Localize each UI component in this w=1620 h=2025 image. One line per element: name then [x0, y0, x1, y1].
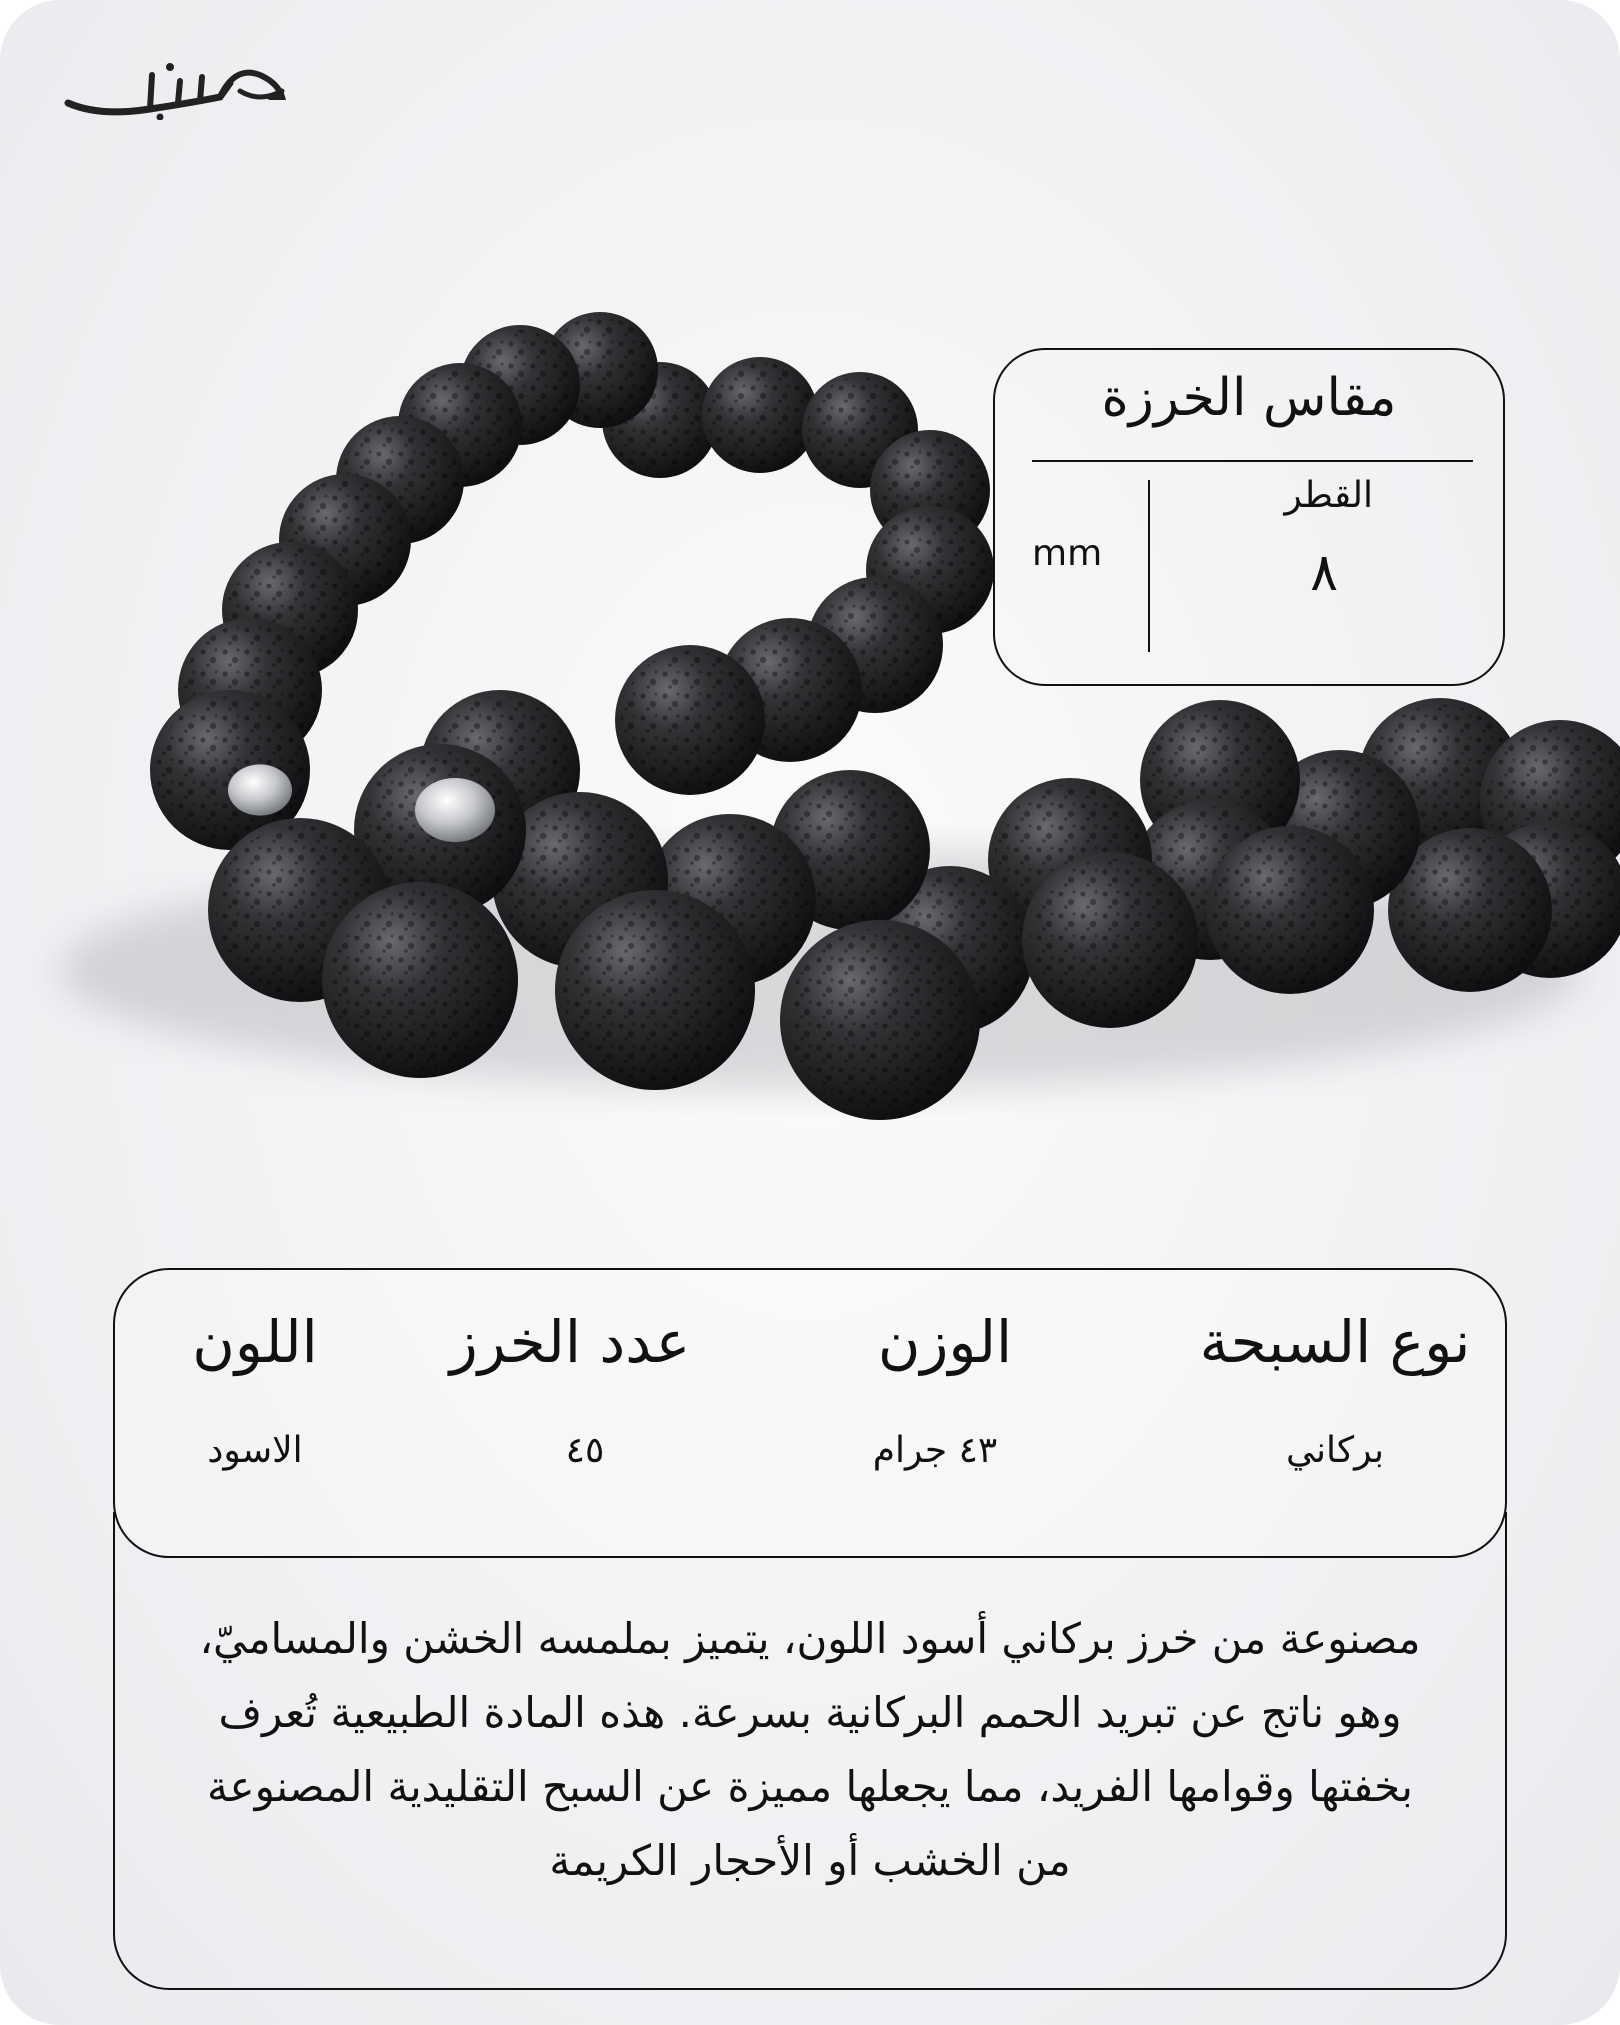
spec-heading-weight: الوزن — [877, 1308, 1013, 1376]
spec-heading-type: نوع السبحة — [1199, 1308, 1471, 1376]
diameter-label: القطر — [1284, 475, 1373, 516]
spec-heading-count: عدد الخرز — [449, 1308, 691, 1376]
bead-texture — [563, 898, 747, 1082]
brand-logo — [60, 45, 290, 120]
bead-texture — [1213, 833, 1368, 988]
spec-value-weight: ٤٣ جرام — [872, 1430, 998, 1471]
diameter-unit: mm — [1032, 533, 1103, 574]
silver-spacer — [415, 778, 495, 842]
description-box — [113, 1512, 1507, 1990]
bead-texture — [1395, 835, 1546, 986]
spec-value-color: الاسود — [207, 1430, 303, 1471]
bead-texture — [707, 362, 814, 469]
bead-size-title: مقاس الخرزة — [1101, 368, 1397, 428]
spec-heading-color: اللون — [192, 1308, 318, 1376]
spec-value-type: بركاني — [1285, 1430, 1384, 1471]
bead-texture — [330, 890, 510, 1070]
spec-value-count: ٤٥ — [565, 1430, 605, 1471]
bead-size-card — [993, 348, 1505, 686]
product-description: مصنوعة من خرز بركاني أسود اللون، يتميز بملمسه الخشن والمساميّ، وهو ناتج عن تبريد الحمم البركانية بسرعة. هذه المادة الطبيعية تُعرف بخفتها وقوامها الفريد، مما يجعلها مميزة عن السبح التقليدية المصنوعة من الخشب أو الأحجار الكريمة — [199, 1614, 1421, 1885]
divider — [1148, 480, 1150, 652]
diameter-value: ٨ — [1310, 543, 1338, 603]
silver-spacer — [228, 764, 292, 815]
bead-texture — [621, 651, 759, 789]
bead-texture — [1029, 859, 1191, 1021]
bead-texture — [788, 928, 972, 1112]
divider — [1032, 460, 1473, 462]
